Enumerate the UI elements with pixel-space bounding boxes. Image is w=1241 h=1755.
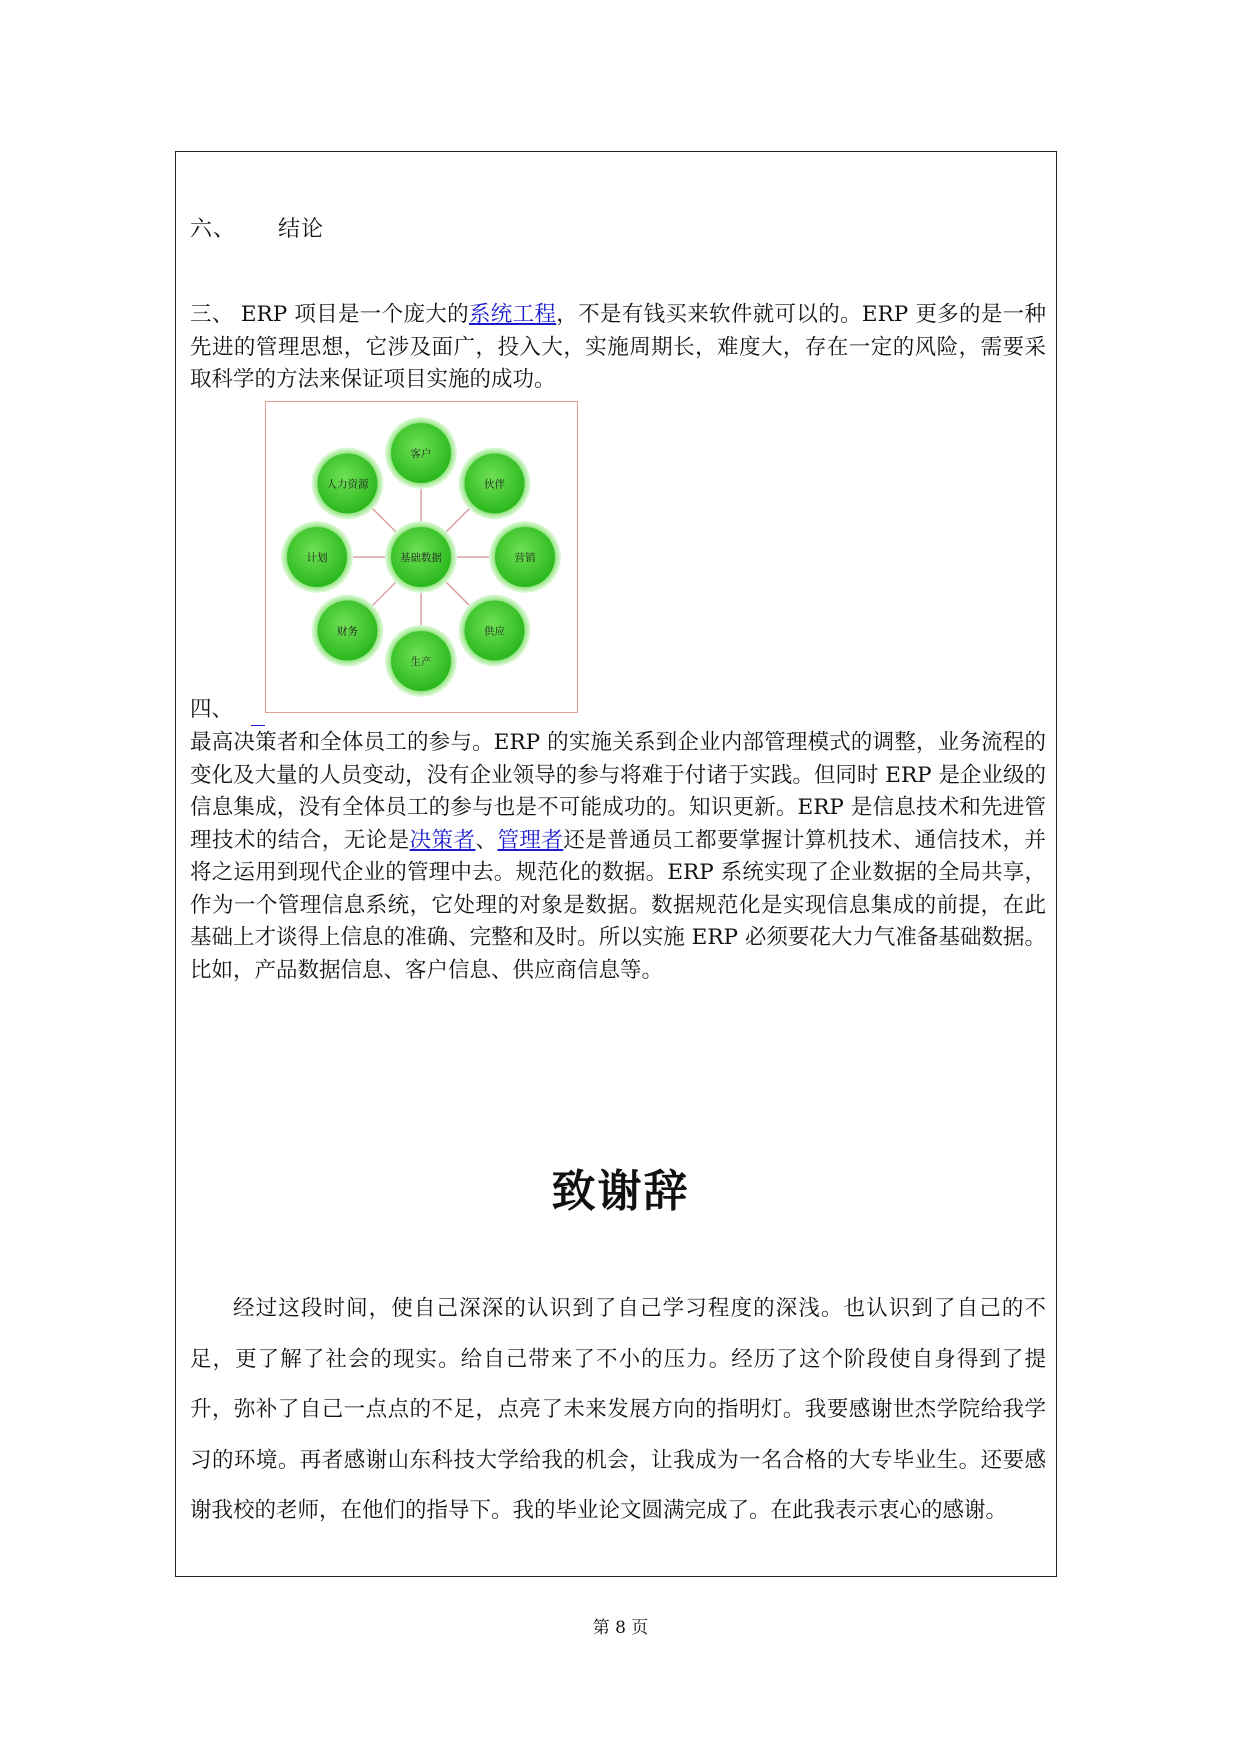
paragraph-text: 还是普通员工都要掌握计算机技术、通信技术，并将之运用到现代企业的管理中去。规范化的数据。ERP 系统实现了企业数据的全局共享，作为一个管理信息系统，它处理的对象是数据。数据规范化是实现信息集成的前提，在此基础上才谈得上信息的准确、完整和及时。所以实施 ERP 必须要花大力气准备基础数据。比如，产品数据信息、客户信息、供应商信息等。 [190, 827, 1046, 983]
erp-hub-svg [266, 402, 576, 711]
diagram-node-label: 客户 [410, 448, 432, 460]
empty-link[interactable] [251, 703, 265, 726]
paragraph-text: 最高决策者和全体员工的参与。ERP 的实施关系到企业内部管理模式的调整，业务流程的变化及大量的人员变动，没有企业领导的参与将难于付诸于实践。但同时 ERP 是企业级的信息集成，没有全体员工的参与也是不可能成功的。知识更新。ERP 是信息技术和先进管理技术的结合，无论是 [190, 730, 1046, 853]
paragraph-erp-implementation [190, 727, 1046, 987]
link-system-engineering[interactable]: 系统工程 [468, 302, 557, 327]
section-title: 结论 [278, 217, 325, 242]
section-heading [190, 212, 324, 243]
diagram-node [459, 595, 531, 667]
item-four-label: 四、 [190, 697, 234, 722]
section-number: 六、 [190, 217, 237, 242]
diagram-node-label: 供应 [484, 625, 506, 638]
diagram-node [311, 447, 383, 519]
diagram-node [281, 521, 353, 593]
diagram-node-label: 伙伴 [484, 478, 506, 491]
diagram-center-node-label: 基础数据 [400, 552, 442, 564]
diagram-node [385, 625, 457, 697]
paragraph-text: ，不是有钱买来软件就可以的。ERP 更多的是一种先进的管理思想，它涉及面广，投入大，实施周期长，难度大，存在一定的风险，需要采取科学的方法来保证项目实施的成功。 [190, 302, 1046, 392]
diagram-node-label: 人力资源 [326, 478, 369, 491]
diagram-node [459, 447, 531, 519]
diagram-node [385, 417, 457, 489]
paragraph-text: 三、 ERP 项目是一个庞大的 [190, 302, 469, 327]
diagram-node-label: 营销 [514, 552, 536, 564]
link-decision-maker[interactable]: 决策者 [409, 827, 476, 853]
acknowledgement-title: 致谢辞 [551, 1166, 690, 1217]
diagram-node-label: 生产 [410, 656, 432, 668]
acknowledgement-body: 经过这段时间，使自己深深的认识到了自己学习程度的深浅。也认识到了自己的不足，更了解了社会的现实。给自己带来了不小的压力。经历了这个阶段使自身得到了提升，弥补了自己一点点的不足，点亮了未来发展方向的指明灯。我要感谢世杰学院给我学习的环境。再者感谢山东科技大学给我的机会，让我成为一名合格的大专毕业生。还要感谢我校的老师，在他们的指导下。我的毕业论文圆满完成了。在此我表示衷心的感谢。 [190, 1296, 1046, 1523]
erp-hub-diagram [265, 401, 578, 713]
diagram-node-label: 财务 [336, 625, 358, 638]
diagram-node [489, 521, 561, 593]
link-manager[interactable]: 管理者 [497, 827, 564, 853]
page-number: 第 8 页 [592, 1618, 649, 1638]
diagram-node-label: 计划 [306, 552, 328, 564]
item-four [190, 694, 265, 726]
paragraph-erp-project [190, 299, 1046, 397]
diagram-node [311, 595, 383, 667]
diagram-center-node [385, 521, 457, 593]
separator: 、 [475, 827, 498, 853]
